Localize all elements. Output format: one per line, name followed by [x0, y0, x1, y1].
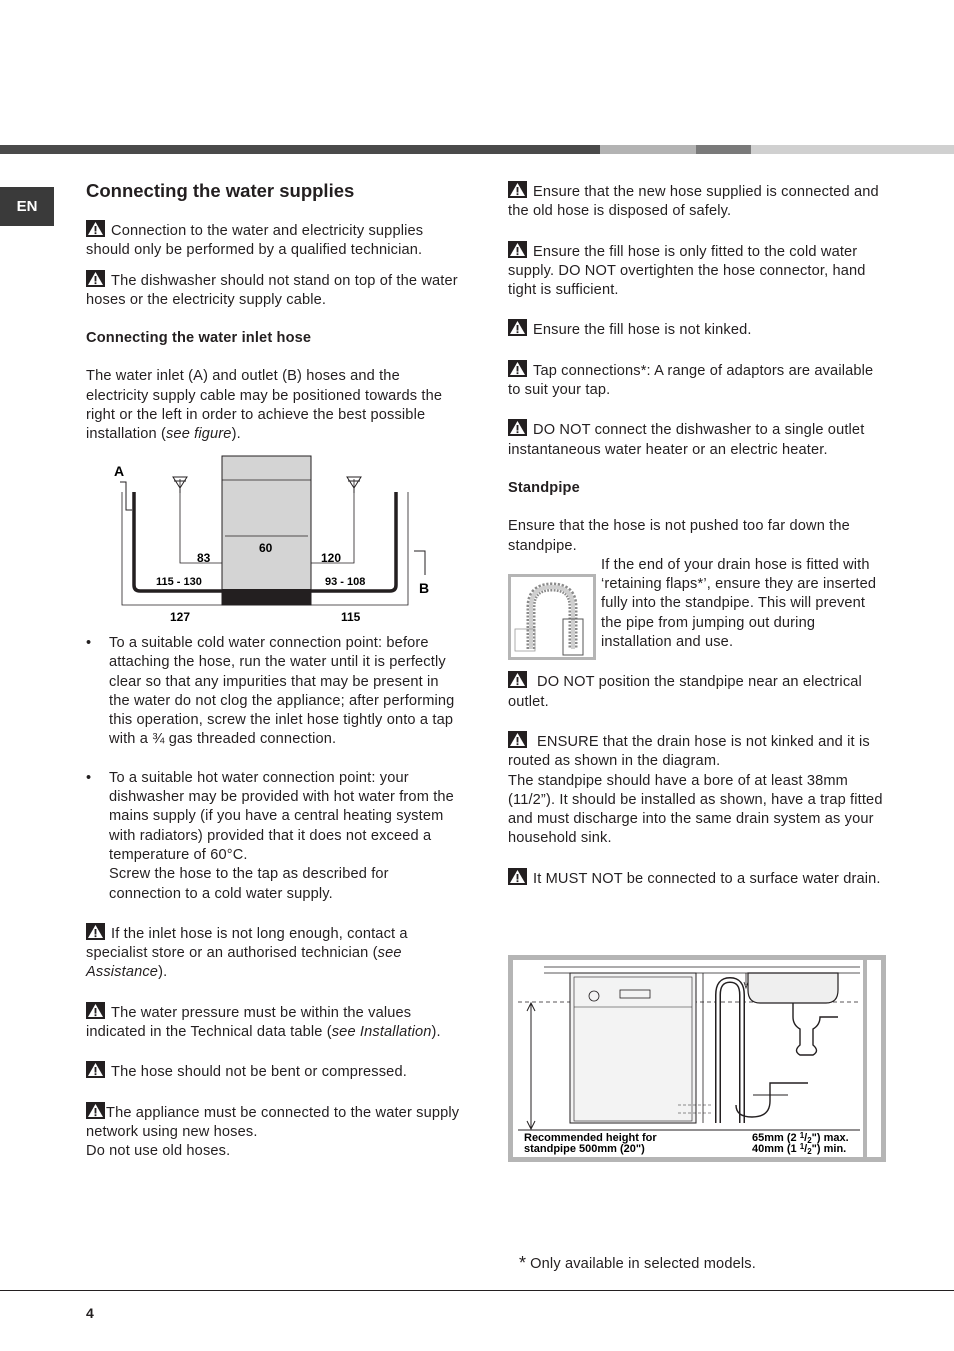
left-column-lower — [86, 634, 461, 1162]
warning-tap-connections: Tap connections*: A range of adaptors are available to suit your tap. — [508, 360, 888, 401]
footer-rule — [0, 1290, 954, 1291]
warning-icon — [508, 319, 527, 336]
dim-120: 120 — [321, 551, 342, 565]
right-column — [508, 181, 888, 889]
warning-drain-routing: ENSURE that the drain hose is not kinked and it is routed as shown in the diagram. The standpipe should have a bore of at least 38mm (11/2”). It should be installed as shown, have a trap fitted and must discharge into the same drain system as your household sink. — [508, 731, 888, 849]
dim-115-130: 115 - 130 — [156, 576, 202, 588]
warning-hose-length: If the inlet hose is not long enough, contact a specialist store or an authorised technician (see Assistance). — [86, 923, 461, 983]
warning-new-hose-connected: Ensure that the new hose supplied is connected and the old hose is disposed of safely. — [508, 181, 888, 222]
max-height-label: 65mm (2 $^1$/2") max. — [752, 1131, 849, 1145]
bullet-hot-water: • To a suitable hot water connection point: your dishwasher may be provided with hot water from the mains supply (if you have a central heating system with radiators) provided that it does not exceed a temperature of 60°C. Screw the hose to the tap as described for connection to a cold water supply. — [86, 769, 454, 902]
page-number: 4 — [86, 1305, 94, 1321]
bar-segment-mid — [600, 145, 696, 154]
top-color-bar — [0, 145, 954, 154]
warning-icon — [508, 241, 527, 258]
warning-icon — [86, 923, 105, 940]
warning-hoses-cable: The dishwasher should not stand on top of the water hoses or the electricity supply cable. — [86, 270, 459, 311]
subheading-standpipe: Standpipe — [508, 479, 580, 496]
bar-segment-dark — [0, 145, 600, 154]
warning-icon — [508, 868, 527, 885]
dim-93-108: 93 - 108 — [325, 576, 366, 588]
pointer-b — [414, 551, 425, 575]
warning-new-hoses: The appliance must be connected to the water supply network using new hoses. Do not use old hoses. — [86, 1102, 461, 1162]
dim-60: 60 — [259, 541, 273, 555]
left-outline — [122, 492, 222, 605]
standpipe-para2: If the end of your drain hose is fitted with ‘retaining flaps*’, ensure they are inserted fully into the standpipe. This will prevent the pipe from jumping out during installation and use. — [601, 556, 877, 651]
standpipe-para1: Ensure that the hose is not pushed too far down the standpipe. — [508, 518, 850, 554]
warning-water-heater: DO NOT connect the dishwasher to a single outlet instantaneous water heater or an electric heater. — [508, 419, 888, 460]
dishwasher-outline — [222, 456, 311, 605]
dim-115: 115 — [341, 610, 361, 624]
warning-icon — [508, 731, 527, 748]
warning-electrical-outlet: DO NOT position the standpipe near an electrical outlet. — [508, 671, 888, 712]
warning-icon — [508, 671, 527, 688]
warning-icon — [86, 270, 105, 287]
hose-position-diagram — [110, 455, 430, 627]
page-title: Connecting the water supplies — [86, 180, 355, 201]
warning-surface-drain: It MUST NOT be connected to a surface water drain. — [508, 868, 888, 889]
drain-diagram-illustration — [508, 955, 886, 1162]
recommended-height-line2: standpipe 500mm (20") — [524, 1143, 645, 1155]
label-a: A — [114, 463, 125, 479]
bar-segment-gray — [696, 145, 751, 154]
language-tab: EN — [0, 187, 54, 226]
warning-qualified-technician: Connection to the water and electricity supplies should only be performed by a qualified technician. — [86, 220, 459, 261]
left-column — [86, 180, 459, 445]
dishwasher-plinth — [222, 589, 311, 605]
drain-installation-diagram — [508, 955, 886, 1162]
warning-icon — [508, 360, 527, 377]
warning-icon — [508, 419, 527, 436]
subheading-inlet-hose: Connecting the water inlet hose — [86, 330, 312, 347]
dim-127: 127 — [170, 610, 191, 624]
bullet-cold-water: • To a suitable cold water connection point: before attaching the hose, run the water until it is perfectly clear so that any impurities that may be present in the water do not clog the appliance; after performing this operation, screw the inlet hose tightly onto a tap with a ¾ gas threaded connection. — [86, 635, 455, 748]
footnote: * Only available in selected models. — [519, 1253, 756, 1273]
warning-water-pressure: The water pressure must be within the values indicated in the Technical data table (see Installation). — [86, 1002, 461, 1043]
recommended-height-line1: Recommended height for — [524, 1132, 657, 1144]
warning-icon — [86, 1061, 105, 1078]
standpipe-hose-illustration — [511, 577, 593, 657]
warning-hose-bent: The hose should not be bent or compressed. — [86, 1061, 461, 1082]
dim-83: 83 — [197, 551, 211, 565]
retaining-flaps-figure — [508, 574, 596, 660]
intro-paragraph: The water inlet (A) and outlet (B) hoses and the electricity supply cable may be positioned towards the right or the left in order to achieve the best possible installation (see figure). — [86, 368, 443, 443]
warning-icon — [86, 220, 105, 237]
warning-icon — [86, 1002, 105, 1019]
warning-not-kinked: Ensure the fill hose is not kinked. — [508, 319, 888, 340]
warning-icon — [86, 1102, 105, 1119]
min-height-label: 40mm (1 $^1$/2") min. — [752, 1142, 847, 1156]
label-b: B — [419, 580, 430, 596]
bar-segment-light — [751, 145, 954, 154]
warning-cold-supply: Ensure the fill hose is only fitted to the cold water supply. DO NOT overtighten the hose connector, hand tight is sufficient. — [508, 241, 888, 301]
warning-icon — [508, 181, 527, 198]
